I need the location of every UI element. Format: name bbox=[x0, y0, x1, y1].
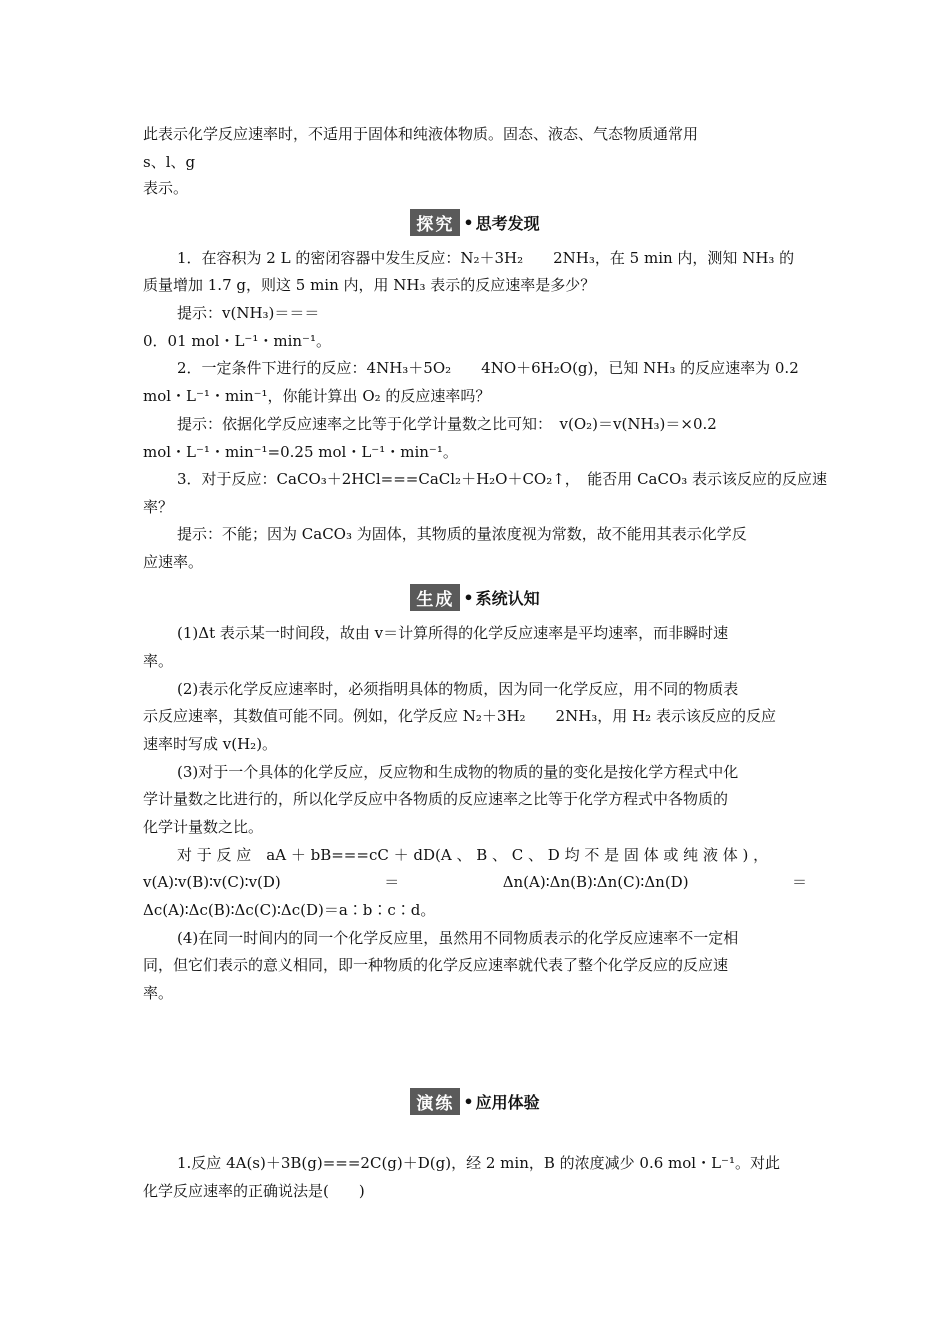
answer-2-line-1: 提示：依据化学反应速率之比等于化学计量数之比可知： v(O₂)＝v(NH₃)＝×0.2 bbox=[177, 415, 717, 433]
point-2-line-1: (2)表示化学反应速率时，必须指明具体的物质，因为同一化学反应，用不同的物质表 bbox=[177, 680, 739, 698]
answer-1-line-1: 提示：v(NH₃)＝＝＝ bbox=[177, 304, 320, 322]
section-heading-explore: 探究 • 思考发现 bbox=[0, 209, 950, 236]
question-3-line-1: 3．对于反应：CaCO₃＋2HCl===CaCl₂＋H₂O＋CO₂↑， 能否用 CaCO₃ 表示该反应的反应速 bbox=[177, 470, 828, 488]
section-heading-generate: 生成 • 系统认知 bbox=[0, 584, 950, 611]
answer-3-line-2: 应速率。 bbox=[143, 553, 204, 571]
section-heading-practice: 演练 • 应用体验 bbox=[0, 1088, 950, 1115]
point-4-line-3: Δc(A)∶Δc(B)∶Δc(C)∶Δc(D)＝a∶b∶c∶d。 bbox=[143, 901, 436, 919]
section-title: 思考发现 bbox=[475, 214, 540, 233]
question-1-line-1: 1．在容积为 2 L 的密闭容器中发生反应：N₂＋3H₂ 2NH₃，在 5 min 内，测知 NH₃ 的 bbox=[177, 249, 795, 267]
point-1-line-1: (1)Δt 表示某一时间段，故由 v＝计算所得的化学反应速率是平均速率，而非瞬时速 bbox=[177, 624, 729, 642]
point-1-line-2: 率。 bbox=[143, 652, 174, 670]
exercise-1-line-2: 化学反应速率的正确说法是( ) bbox=[143, 1182, 365, 1200]
point-3-line-3: 化学计量数之比。 bbox=[143, 818, 264, 836]
equals-sign: ＝ bbox=[791, 873, 807, 891]
intro-line-1: 此表示化学反应速率时，不适用于固体和纯液体物质。固态、液态、气态物质通常用 bbox=[143, 125, 699, 143]
intro-line-3: 表示。 bbox=[143, 179, 189, 197]
amount-ratio: Δn(A)∶Δn(B)∶Δn(C)∶Δn(D) bbox=[502, 873, 689, 891]
point-2-line-2: 示反应速率，其数值可能不同。例如，化学反应 N₂＋3H₂ 2NH₃，用 H₂ 表示该反应的反应 bbox=[143, 707, 776, 725]
answer-2-line-2: mol・L⁻¹・min⁻¹=0.25 mol・L⁻¹・min⁻¹。 bbox=[143, 443, 458, 461]
equals-sign: ＝ bbox=[384, 873, 400, 891]
point-5-line-3: 率。 bbox=[143, 984, 174, 1002]
point-3-line-1: (3)对于一个具体的化学反应，反应物和生成物的物质的量的变化是按化学方程式中化 bbox=[177, 763, 739, 781]
answer-3-line-1: 提示：不能；因为 CaCO₃ 为固体，其物质的量浓度视为常数，故不能用其表示化学反 bbox=[177, 525, 747, 543]
question-2-line-1: 2．一定条件下进行的反应：4NH₃＋5O₂ 4NO＋6H₂O(g)，已知 NH₃ 的反应速率为 0.2 bbox=[177, 359, 799, 377]
section-title: 应用体验 bbox=[475, 1093, 540, 1112]
question-1-line-2: 质量增加 1.7 g，则这 5 min 内，用 NH₃ 表示的反应速率是多少？ bbox=[143, 276, 596, 294]
section-badge: 生成 bbox=[410, 584, 460, 611]
section-title: 系统认知 bbox=[475, 589, 540, 608]
exercise-1-line-1: 1.反应 4A(s)＋3B(g)===2C(g)＋D(g)，经 2 min，B 的浓度减少 0.6 mol・L⁻¹。对此 bbox=[177, 1154, 780, 1172]
answer-1-line-2: 0．01 mol・L⁻¹・min⁻¹。 bbox=[143, 332, 331, 350]
intro-line-2: s、l、g bbox=[143, 153, 196, 171]
question-2-line-2: mol・L⁻¹・min⁻¹，你能计算出 O₂ 的反应速率吗？ bbox=[143, 387, 491, 405]
point-4-line-2 bbox=[143, 868, 807, 896]
point-4-line-1: 对 于 反 应 aA ＋ bB===cC ＋ dD(A 、 B 、 C 、 D 均 不 是 固 体 或 纯 液 体 ) ， bbox=[177, 846, 769, 864]
point-5-line-1: (4)在同一时间内的同一个化学反应里，虽然用不同物质表示的化学反应速率不一定相 bbox=[177, 929, 739, 947]
point-2-line-3: 速率时写成 v(H₂)。 bbox=[143, 735, 278, 753]
section-badge: 演练 bbox=[410, 1088, 460, 1115]
point-5-line-2: 同，但它们表示的意义相同，即一种物质的化学反应速率就代表了整个化学反应的反应速 bbox=[143, 956, 729, 974]
section-badge: 探究 bbox=[410, 209, 460, 236]
point-3-line-2: 学计量数之比进行的，所以化学反应中各物质的反应速率之比等于化学方程式中各物质的 bbox=[143, 790, 729, 808]
rate-ratio: v(A)∶v(B)∶v(C)∶v(D) bbox=[143, 873, 281, 891]
question-3-line-2: 率？ bbox=[143, 498, 174, 516]
